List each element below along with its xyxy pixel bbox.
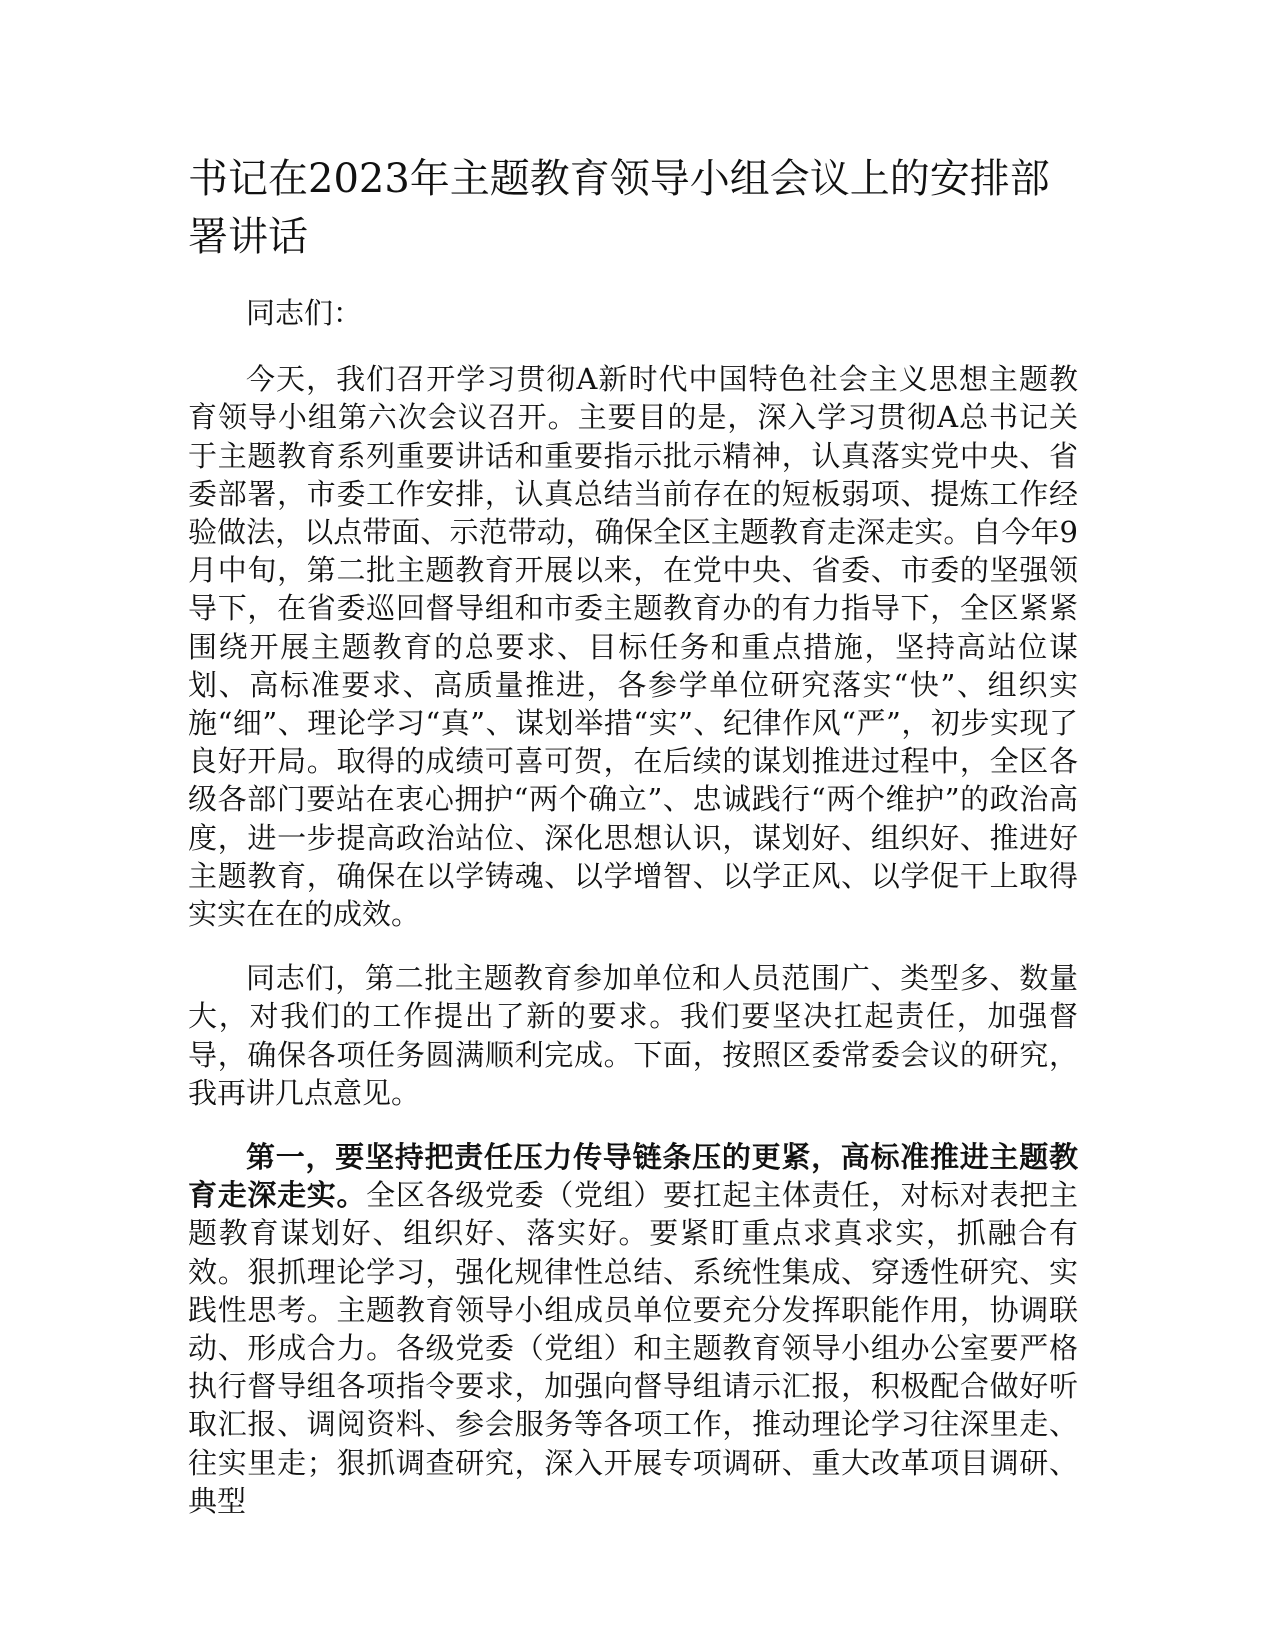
section-one-paragraph xyxy=(188,1138,1078,1520)
document-body xyxy=(188,150,1078,1546)
paragraph-opening: 今天，我们召开学习贯彻A新时代中国特色社会主义思想主题教育领导小组第六次会议召开。主要目的是，深入学习贯彻A总书记关于主题教育系列重要讲话和重要指示批示精神，认真落实党中央、省委部署，市委工作安排，认真总结当前存在的短板弱项、提炼工作经验做法，以点带面、示范带动，确保全区主题教育走深走实。自今年9月中旬，第二批主题教育开展以来，在党中央、省委、市委的坚强领导下，在省委巡回督导组和市委主题教育办的有力指导下，全区紧紧围绕开展主题教育的总要求、目标任务和重点措施，坚持高站位谋划、高标准要求、高质量推进，各参学单位研究落实“快”、组织实施“细”、理论学习“真”、谋划举措“实”、纪律作风“严”，初步实现了良好开局。取得的成绩可喜可贺，在后续的谋划推进过程中，全区各级各部门要站在衷心拥护“两个确立”、忠诚践行“两个维护”的政治高度，进一步提高政治站位、深化思想认识，谋划好、组织好、推进好主题教育，确保在以学铸魂、以学增智、以学正风、以学促干上取得实实在在的成效。 xyxy=(188,362,1078,932)
document-title: 书记在2023年主题教育领导小组会议上的安排部署讲话 xyxy=(188,156,1050,260)
section-one-body: 全区各级党委（党组）要扛起主体责任，对标对表把主题教育谋划好、组织好、落实好。要紧盯重点求真求实，抓融合有效。狠抓理论学习，强化规律性总结、系统性集成、穿透性研究、实践性思考。主题教育领导小组成员单位要充分发挥职能作用，协调联动、形成合力。各级党委（党组）和主题教育领导小组办公室要严格执行督导组各项指令要求，加强向督导组请示汇报，积极配合做好听取汇报、调阅资料、参会服务等各项工作，推动理论学习往深里走、往实里走；狠抓调查研究，深入开展专项调研、重大改革项目调研、典型 xyxy=(188,1178,1078,1518)
salutation: 同志们： xyxy=(246,296,363,330)
section-one-heading: 第一，要坚持把责任压力传导链条压的更紧，高标准推进主题教育走深走实。 xyxy=(188,1140,1078,1213)
paragraph-transition: 同志们，第二批主题教育参加单位和人员范围广、类型多、数量大，对我们的工作提出了新的要求。我们要坚决扛起责任，加强督导，确保各项任务圆满顺利完成。下面，按照区委常委会议的研究，我再讲几点意见。 xyxy=(188,961,1078,1110)
